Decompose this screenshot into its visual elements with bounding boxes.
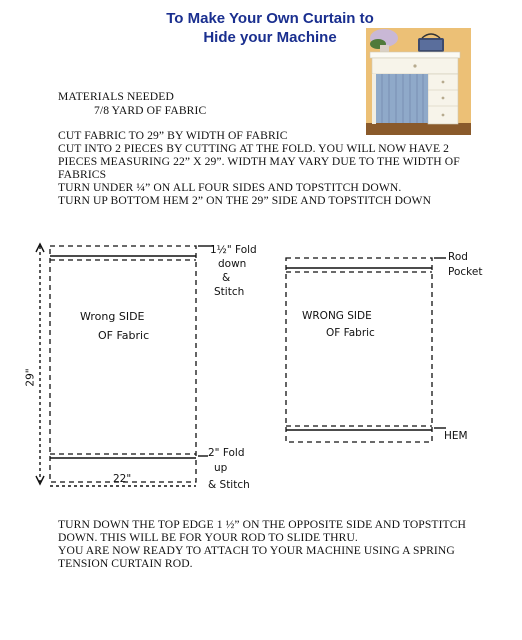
height-label: 29" [24,368,37,387]
left-wrong-side-label: Wrong SIDE [80,310,145,323]
step-line: PIECES MEASURING 22” X 29”. WIDTH MAY VARY DUE TO THE WIDTH OF [58,155,460,168]
bottom-fold-label-2: up [214,462,228,474]
final-line: TURN DOWN THE TOP EDGE 1 ½” ON THE OPPOSITE SIDE AND TOPSTITCH [58,518,467,531]
final-line: YOU ARE NOW READY TO ATTACH TO YOUR MACHINE USING A SPRING [58,544,455,557]
top-fold-label-4: Stitch [214,286,245,298]
bottom-fold-label-3: & Stitch [208,479,250,491]
bottom-fold-label-1: 2" Fold [208,447,245,459]
step-line: FABRICS [58,168,107,181]
step-line: TURN UNDER ¼” ON ALL FOUR SIDES AND TOPSTITCH DOWN. [58,181,402,194]
curtain-diagrams [0,232,522,502]
step-line: CUT INTO 2 PIECES BY CUTTING AT THE FOLD. YOU WILL NOW HAVE 2 [58,142,450,155]
rod-pocket-label-1: Rod [448,251,468,263]
rod-pocket-label-2: Pocket [448,266,483,278]
top-fold-label-2: down [218,258,247,270]
final-line: DOWN. THIS WILL BE FOR YOUR ROD TO SLIDE THRU. [58,531,358,544]
width-label: 22" [113,473,132,485]
right-fabric-panel [286,258,432,442]
hem-label: HEM [444,430,468,442]
final-line: TENSION CURTAIN ROD. [58,557,193,570]
materials-heading: MATERIALS NEEDED [58,90,174,103]
materials-item: 7/8 YARD OF FABRIC [94,104,207,117]
top-fold-label-1: 1½" Fold [210,244,257,256]
sewing-cabinet-photo [366,28,471,135]
page-title-line-1: To Make Your Own Curtain to [166,10,374,27]
right-of-fabric-label: OF Fabric [326,327,375,339]
page-title-line-2: Hide your Machine [203,29,337,46]
right-wrong-side-label: WRONG SIDE [302,310,372,322]
left-of-fabric-label: OF Fabric [98,329,150,342]
left-fabric-panel [50,246,196,482]
top-fold-label-3: & [222,272,231,284]
step-line: TURN UP BOTTOM HEM 2” ON THE 29” SIDE AND TOPSTITCH DOWN [58,194,432,207]
step-line: CUT FABRIC TO 29” BY WIDTH OF FABRIC [58,129,288,142]
